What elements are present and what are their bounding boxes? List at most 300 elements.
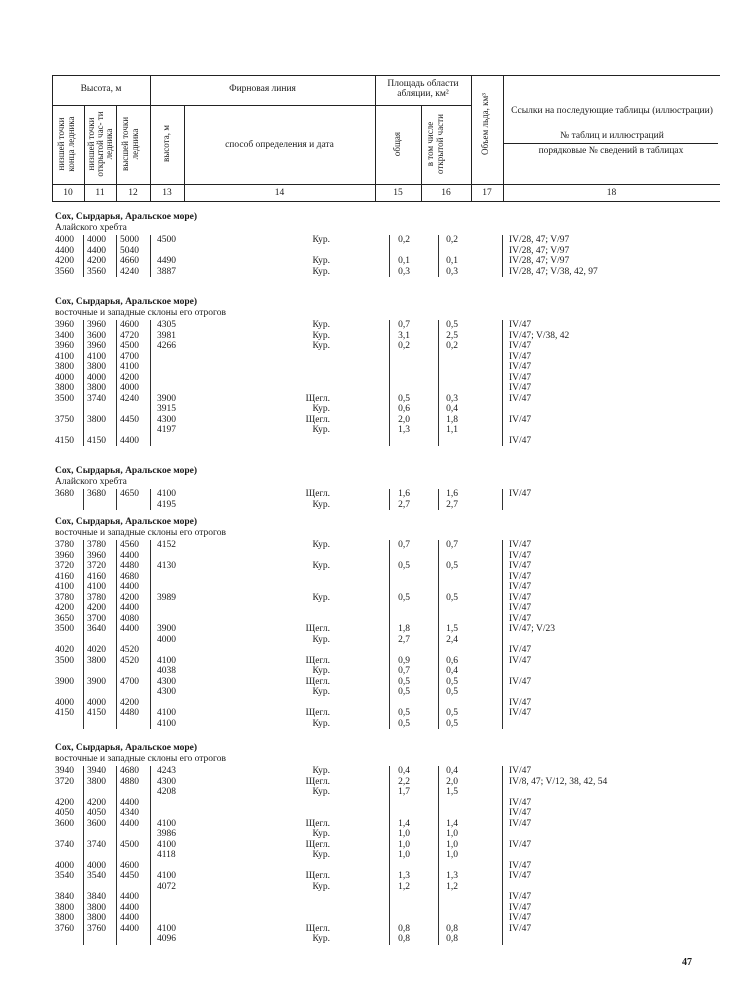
table-cell: 4100 — [55, 582, 74, 592]
table-cell: Кур. — [312, 687, 330, 697]
table-cell: 2,5 — [446, 330, 458, 341]
table-cell: 5000 — [120, 235, 139, 245]
column-rule — [116, 489, 117, 510]
table-cell: 4150 — [87, 435, 106, 446]
table-cell: IV/47; V/23 — [509, 624, 556, 634]
table-row — [0, 246, 729, 257]
table-cell: 0,9 — [398, 655, 410, 666]
table-cell: 1,0 — [446, 850, 458, 860]
table-cell: 3500 — [55, 393, 74, 404]
table-cell: 1,5 — [446, 787, 458, 797]
table-row — [0, 331, 729, 342]
table-cell: IV/47 — [509, 892, 532, 902]
column-rule — [150, 766, 151, 945]
table-cell: 4100 — [120, 362, 139, 372]
table-cell: 2,7 — [398, 499, 410, 510]
table-cell: 3560 — [55, 266, 74, 277]
table-row — [0, 698, 729, 709]
column-rule — [83, 540, 84, 729]
table-row — [0, 267, 729, 278]
col-line-7 — [471, 75, 472, 201]
table-cell: 4450 — [120, 871, 139, 881]
table-cell: 4200 — [55, 256, 74, 266]
table-cell: 0,7 — [398, 666, 410, 676]
table-cell: IV/47 — [509, 655, 532, 666]
table-cell: IV/47 — [509, 550, 532, 561]
table-cell: 4100 — [157, 818, 176, 829]
section-title: Сох, Сырдарья, Аральское море) — [55, 517, 198, 527]
table-cell: Щегл. — [305, 676, 330, 687]
table-cell: Кур. — [312, 256, 330, 266]
table-cell: 3960 — [55, 320, 74, 330]
table-cell: 0,6 — [398, 404, 410, 414]
table-cell: IV/47 — [509, 435, 532, 446]
table-cell: 4100 — [157, 923, 176, 934]
high-header: высшей точки ледника — [120, 116, 140, 172]
table-cell: 3800 — [55, 913, 74, 923]
col-number-12: 12 — [128, 188, 138, 198]
table-cell: 1,8 — [446, 414, 458, 425]
table-row — [0, 404, 729, 415]
table-cell: 3800 — [87, 776, 106, 787]
column-rule — [438, 766, 439, 945]
table-cell: 3540 — [55, 871, 74, 881]
table-row — [0, 677, 729, 688]
table-cell: IV/47 — [509, 561, 532, 571]
table-cell: 4400 — [120, 582, 139, 592]
col-line-1 — [84, 105, 85, 201]
table-row — [0, 551, 729, 562]
table-cell: 0,4 — [446, 404, 458, 414]
col-line-2 — [116, 105, 117, 201]
section-title: Сох, Сырдарья, Аральское море) — [55, 466, 198, 476]
table-cell: 3780 — [55, 540, 74, 550]
table-cell: Кур. — [312, 766, 330, 776]
table-cell: 1,2 — [398, 881, 410, 892]
column-rule — [438, 235, 439, 277]
table-cell: Кур. — [312, 829, 330, 839]
table-cell: IV/47 — [509, 362, 532, 372]
table-cell: 3720 — [55, 776, 74, 787]
table-row — [0, 603, 729, 614]
firn-height-header: высота, м — [161, 125, 171, 162]
column-rule — [502, 235, 503, 277]
table-row — [0, 352, 729, 363]
refs-sub2: порядковые № сведений в таблицах — [538, 146, 684, 156]
table-cell: Кур. — [312, 881, 330, 892]
table-cell: 4100 — [157, 871, 176, 881]
table-row — [0, 934, 729, 945]
column-rule — [83, 320, 84, 446]
table-cell: 4000 — [120, 383, 139, 393]
table-cell: 0,5 — [446, 708, 458, 718]
table-cell: 4118 — [157, 850, 176, 860]
table-cell: IV/8, 47; V/12, 38, 42, 54 — [509, 776, 608, 787]
table-row — [0, 645, 729, 656]
table-cell: Щегл. — [305, 393, 330, 404]
table-cell: IV/47 — [509, 808, 532, 818]
table-row — [0, 829, 729, 840]
table-cell: 4340 — [120, 808, 139, 818]
table-cell: 3640 — [87, 624, 106, 634]
table-cell: Кур. — [312, 934, 330, 944]
table-cell: 3650 — [55, 613, 74, 624]
header-bottom-rule — [52, 184, 720, 185]
table-row — [0, 871, 729, 882]
column-rule — [389, 489, 390, 510]
table-cell: 0,2 — [398, 235, 410, 245]
table-cell: IV/47 — [509, 320, 532, 330]
table-row — [0, 415, 729, 426]
col-number-18: 18 — [606, 188, 617, 198]
table-cell: IV/47 — [509, 818, 532, 829]
table-cell: 4072 — [157, 881, 176, 892]
table-cell: 0,3 — [446, 266, 458, 277]
table-cell: 3800 — [87, 902, 106, 913]
table-cell: Кур. — [312, 634, 330, 645]
table-cell: 4650 — [120, 489, 139, 499]
table-cell: 0,4 — [446, 766, 458, 776]
table-cell: 1,0 — [398, 839, 410, 850]
table-cell: 3940 — [87, 766, 106, 776]
table-cell: 4480 — [120, 708, 139, 718]
table-cell: Щегл. — [305, 655, 330, 666]
table-row — [0, 320, 729, 331]
table-cell: IV/47 — [509, 766, 532, 776]
table-cell: 4000 — [55, 697, 74, 708]
table-cell: IV/47 — [509, 613, 532, 624]
table-cell: 1,0 — [446, 829, 458, 839]
table-cell: 0,5 — [446, 676, 458, 687]
table-cell: 4400 — [87, 245, 106, 256]
table-cell: 4000 — [55, 860, 74, 871]
table-cell: 3900 — [157, 393, 176, 404]
table-cell: IV/47 — [509, 923, 532, 934]
table-cell: 5040 — [120, 245, 139, 256]
table-row — [0, 624, 729, 635]
table-cell: Кур. — [312, 341, 330, 351]
column-rule — [502, 489, 503, 510]
table-cell: 3900 — [87, 676, 106, 687]
table-row — [0, 819, 729, 830]
table-cell: 0,5 — [446, 561, 458, 571]
table-cell: 4880 — [120, 776, 139, 787]
table-cell: Щегл. — [305, 708, 330, 718]
table-cell: 2,0 — [446, 776, 458, 787]
table-cell: 1,1 — [446, 425, 458, 435]
table-cell: IV/47 — [509, 697, 532, 708]
table-cell: IV/47 — [509, 393, 532, 404]
column-rule — [438, 540, 439, 729]
table-row — [0, 666, 729, 677]
col-number-15: 15 — [393, 188, 403, 198]
table-cell: 0,5 — [446, 687, 458, 697]
table-cell: 0,5 — [398, 687, 410, 697]
table-cell: 3780 — [87, 592, 106, 603]
table-cell: 4160 — [87, 571, 106, 582]
col-line-4 — [184, 105, 185, 201]
table-cell: Кур. — [312, 404, 330, 414]
low-end-header: низшей точки конца ледника — [56, 116, 76, 172]
table-cell: 4500 — [157, 235, 176, 245]
table-cell: 4200 — [55, 603, 74, 613]
table-row — [0, 850, 729, 861]
table-cell: 4050 — [55, 808, 74, 818]
firn-group-header: Фирновая линия — [229, 84, 296, 94]
area-group-header: Площадь области абляции, км² — [387, 79, 459, 99]
table-cell: 1,0 — [446, 839, 458, 850]
table-cell: 4266 — [157, 341, 176, 351]
table-cell: 3600 — [87, 330, 106, 341]
section-title: Сох, Сырдарья, Аральское море) — [55, 297, 198, 307]
table-cell: 4000 — [87, 697, 106, 708]
table-cell: 4200 — [120, 592, 139, 603]
table-cell: 0,3 — [398, 266, 410, 277]
table-cell: 4500 — [120, 341, 139, 351]
table-cell: 0,6 — [446, 655, 458, 666]
table-cell: 4000 — [55, 235, 74, 245]
table-row — [0, 235, 729, 246]
table-cell: 4520 — [120, 655, 139, 666]
col-line-8 — [503, 75, 504, 201]
table-cell: 4000 — [157, 634, 176, 645]
table-row — [0, 614, 729, 625]
table-cell: 3800 — [87, 414, 106, 425]
section-subtitle: восточные и западные склоны его отрогов — [55, 308, 226, 318]
table-row — [0, 572, 729, 583]
table-cell: 3680 — [55, 489, 74, 499]
table-cell: IV/47 — [509, 372, 532, 383]
table-row — [0, 840, 729, 851]
col-number-14: 14 — [274, 188, 285, 198]
section-title: Сох, Сырдарья, Аральское море) — [55, 743, 198, 753]
table-cell: Щегл. — [305, 489, 330, 499]
table-cell: 3540 — [87, 871, 106, 881]
table-cell: 0,2 — [398, 341, 410, 351]
table-cell: 3887 — [157, 266, 176, 277]
table-row — [0, 394, 729, 405]
table-cell: IV/28, 47; V/97 — [509, 235, 570, 245]
table-cell: 0,5 — [446, 718, 458, 729]
column-rule — [150, 540, 151, 729]
table-row — [0, 383, 729, 394]
header-top-rule — [52, 75, 720, 76]
column-rule — [502, 320, 503, 446]
table-cell: 4400 — [120, 818, 139, 829]
table-cell: 3940 — [55, 766, 74, 776]
column-rule — [502, 766, 503, 945]
table-cell: 3750 — [55, 414, 74, 425]
table-cell: 3680 — [87, 489, 106, 499]
table-row — [0, 787, 729, 798]
column-rule — [83, 766, 84, 945]
table-cell: IV/47 — [509, 582, 532, 592]
table-row — [0, 341, 729, 352]
table-cell: 2,7 — [446, 499, 458, 510]
table-cell: 0,3 — [446, 393, 458, 404]
table-cell: 3900 — [157, 624, 176, 634]
table-cell: IV/28, 47; V/38, 42, 97 — [509, 266, 598, 277]
total-header: общая — [392, 131, 402, 157]
table-cell: Кур. — [312, 850, 330, 860]
method-header: способ определения и дата — [225, 140, 334, 150]
table-cell: 3740 — [87, 839, 106, 850]
column-rule — [438, 320, 439, 446]
table-cell: 4100 — [87, 582, 106, 592]
table-cell: 4400 — [120, 435, 139, 446]
col-line-5 — [375, 75, 376, 201]
table-cell: Кур. — [312, 718, 330, 729]
table-cell: 2,2 — [398, 776, 410, 787]
table-cell: 0,5 — [398, 393, 410, 404]
table-cell: Кур. — [312, 330, 330, 341]
table-row — [0, 687, 729, 698]
table-cell: 3720 — [55, 561, 74, 571]
table-cell: 4200 — [87, 256, 106, 266]
page-number: 47 — [682, 957, 692, 968]
table-cell: 4400 — [120, 797, 139, 808]
table-cell: 3915 — [157, 404, 176, 414]
table-cell: 0,5 — [398, 561, 410, 571]
table-cell: 0,5 — [398, 592, 410, 603]
table-cell: 0,4 — [398, 766, 410, 776]
table-cell: IV/47 — [509, 797, 532, 808]
table-cell: 1,6 — [446, 489, 458, 499]
table-cell: 4100 — [157, 489, 176, 499]
table-cell: Щегл. — [305, 818, 330, 829]
table-cell: 3800 — [55, 383, 74, 393]
table-cell: 0,7 — [398, 540, 410, 550]
column-rule — [116, 235, 117, 277]
table-cell: 4240 — [120, 266, 139, 277]
table-row — [0, 708, 729, 719]
table-cell: IV/47 — [509, 351, 532, 362]
table-cell: 4100 — [157, 708, 176, 718]
table-cell: IV/47 — [509, 860, 532, 871]
table-cell: 3800 — [87, 362, 106, 372]
table-row — [0, 489, 729, 500]
table-cell: 4400 — [120, 923, 139, 934]
table-cell: 4200 — [87, 797, 106, 808]
table-cell: 1,5 — [446, 624, 458, 634]
table-cell: IV/47 — [509, 913, 532, 923]
table-cell: 3840 — [87, 892, 106, 902]
table-cell: IV/28, 47; V/97 — [509, 256, 570, 266]
section-subtitle: Алайского хребта — [55, 223, 127, 233]
table-cell: 3960 — [87, 341, 106, 351]
table-cell: Кур. — [312, 540, 330, 550]
column-rule — [116, 320, 117, 446]
table-cell: 2,4 — [446, 634, 458, 645]
table-cell: 4720 — [120, 330, 139, 341]
table-cell: IV/47 — [509, 592, 532, 603]
table-cell: 3960 — [87, 550, 106, 561]
table-cell: 3960 — [87, 320, 106, 330]
table-row — [0, 362, 729, 373]
table-row — [0, 436, 729, 447]
table-cell: 4400 — [120, 603, 139, 613]
table-cell: 4197 — [157, 425, 176, 435]
table-row — [0, 425, 729, 436]
table-cell: 4500 — [120, 839, 139, 850]
column-rule — [150, 320, 151, 446]
table-cell: 3960 — [55, 550, 74, 561]
table-cell: 1,7 — [398, 787, 410, 797]
table-row — [0, 582, 729, 593]
table-cell: Щегл. — [305, 414, 330, 425]
table-cell: Кур. — [312, 499, 330, 510]
table-cell: 3840 — [55, 892, 74, 902]
table-cell: 3760 — [55, 923, 74, 934]
table-cell: Кур. — [312, 266, 330, 277]
table-cell: 4150 — [87, 708, 106, 718]
table-cell: 4660 — [120, 256, 139, 266]
table-cell: 0,5 — [446, 320, 458, 330]
table-cell: 0,5 — [398, 708, 410, 718]
table-cell: 4700 — [120, 351, 139, 362]
col-number-11: 11 — [95, 188, 105, 198]
table-cell: 0,1 — [446, 256, 458, 266]
table-cell: 4038 — [157, 666, 176, 676]
section-title: Сох, Сырдарья, Аральское море) — [55, 212, 198, 222]
column-rule — [502, 540, 503, 729]
table-cell: 4152 — [157, 540, 176, 550]
table-cell: 1,3 — [398, 425, 410, 435]
table-cell: 3800 — [87, 913, 106, 923]
table-cell: 1,3 — [398, 871, 410, 881]
table-cell: 4400 — [55, 245, 74, 256]
table-cell: 4600 — [120, 320, 139, 330]
section-subtitle: восточные и западные склоны его отрогов — [55, 528, 226, 538]
table-cell: 4080 — [120, 613, 139, 624]
table-cell: 4480 — [120, 561, 139, 571]
table-cell: 4150 — [55, 708, 74, 718]
table-row — [0, 766, 729, 777]
table-cell: 0,4 — [446, 666, 458, 676]
table-cell: 0,8 — [398, 923, 410, 934]
column-rule — [389, 320, 390, 446]
table-cell: 4200 — [55, 797, 74, 808]
table-cell: IV/47 — [509, 708, 532, 718]
table-cell: 4400 — [120, 913, 139, 923]
refs-sub1: № таблиц и иллюстраций — [560, 131, 664, 141]
table-cell: 3800 — [87, 383, 106, 393]
table-cell: 4400 — [120, 902, 139, 913]
table-cell: 3400 — [55, 330, 74, 341]
table-cell: 3800 — [55, 362, 74, 372]
table-row — [0, 635, 729, 646]
table-cell: Кур. — [312, 235, 330, 245]
col-line-6 — [421, 105, 422, 201]
table-cell: 0,2 — [446, 235, 458, 245]
column-rule — [116, 766, 117, 945]
table-cell: 4450 — [120, 414, 139, 425]
col-number-16: 16 — [441, 188, 451, 198]
table-cell: 4150 — [55, 435, 74, 446]
table-row — [0, 913, 729, 924]
table-cell: 2,0 — [398, 414, 410, 425]
table-row — [0, 656, 729, 667]
table-row — [0, 561, 729, 572]
table-cell: 0,5 — [398, 676, 410, 687]
table-cell: Щегл. — [305, 839, 330, 850]
column-rule — [438, 489, 439, 510]
table-cell: 4100 — [157, 718, 176, 729]
table-cell: 0,2 — [446, 341, 458, 351]
table-cell: 4000 — [55, 372, 74, 383]
section-subtitle: восточные и западные склоны его отрогов — [55, 754, 226, 764]
table-cell: Щегл. — [305, 923, 330, 934]
